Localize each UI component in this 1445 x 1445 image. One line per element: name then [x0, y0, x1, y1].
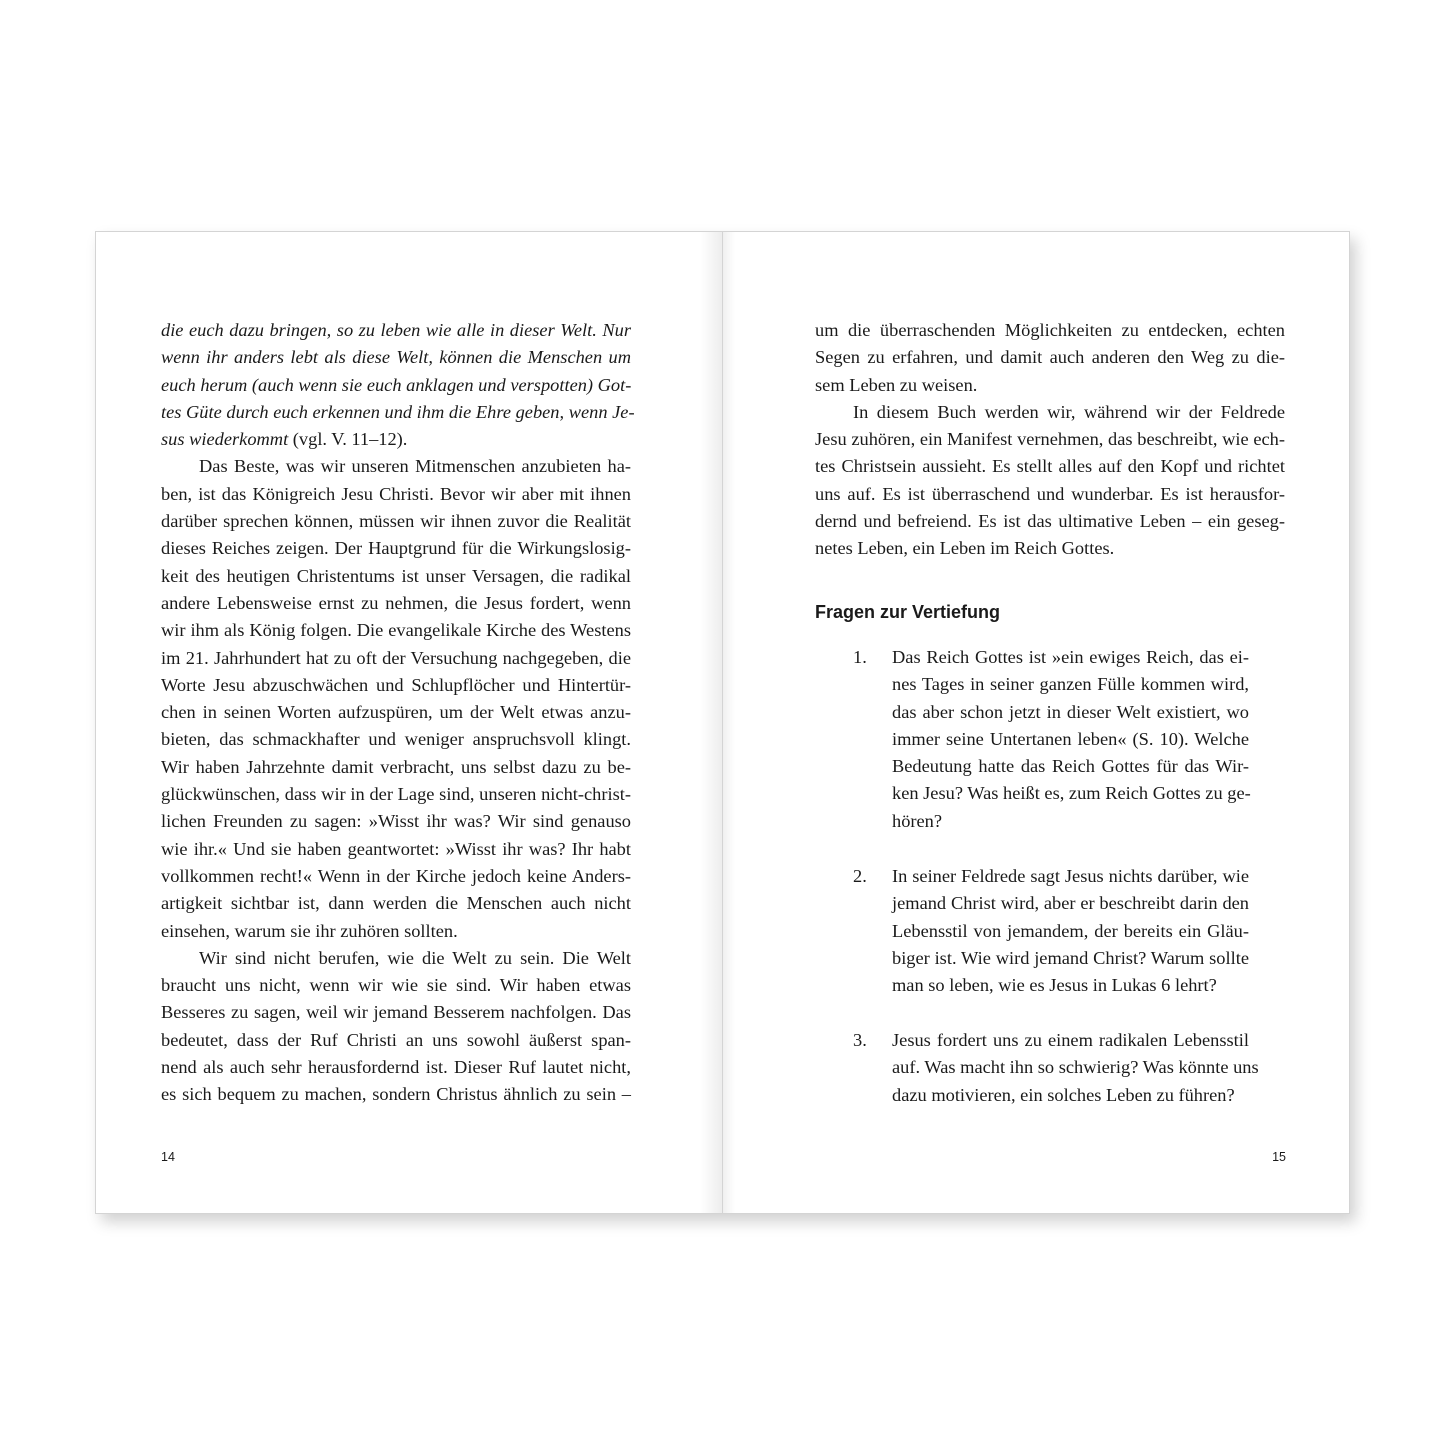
left-page-body-text: [161, 317, 635, 1109]
right-page-body-text: [815, 317, 1285, 563]
text-line-content: Wir sind nicht berufen, wie die Welt zu sein. Die Welt: [199, 947, 631, 968]
text-line-content: wenn ihr anders lebt als diese Welt, können die Menschen um: [161, 347, 631, 368]
text-line-content: vollkommen recht!« Wenn in der Kirche jedoch keine Anders-: [161, 865, 631, 886]
text-line: [161, 344, 631, 371]
text-line: In seiner Feldrede sagt Jesus nichts darüber, wie: [892, 866, 1249, 886]
question-text: [892, 644, 1249, 835]
text-line: [161, 1081, 631, 1108]
text-line: hören?: [892, 810, 943, 831]
text-line: [161, 590, 631, 617]
text-line-content: um die überraschenden Möglichkeiten zu entdecken, echten: [815, 320, 1285, 340]
text-line: [815, 372, 1285, 399]
text-line: [161, 836, 631, 863]
text-line-content: im 21. Jahrhundert hat zu oft der Versuchung nachgegeben, die: [161, 647, 631, 668]
text-line-content: uns auf. Es ist überraschend und wunderbar. Es ist herausfor-: [815, 483, 1285, 504]
text-line: ken Jesu? Was heißt es, zum Reich Gottes zu ge-: [892, 783, 1251, 804]
text-line-content: bieten, das schmackhafter und weniger anspruchsvoll klingt.: [161, 729, 631, 750]
text-line: [815, 399, 1285, 426]
text-line: [161, 453, 631, 480]
text-line: immer seine Untertanen leben« (S. 10). Welche: [892, 728, 1249, 749]
text-line: Bedeutung hatte das Reich Gottes für das Wir-: [892, 756, 1249, 777]
text-line: nes Tages in seiner ganzen Fülle kommen wird,: [892, 674, 1249, 695]
text-line-content: ben, ist das Königreich Jesu Christi. Bevor wir aber mit ihnen: [161, 483, 631, 504]
gutter-shadow: [700, 232, 722, 1213]
text-line-content: Das Beste, was wir unseren Mitmenschen anzubieten ha-: [199, 456, 631, 477]
text-line-content: nend als auch sehr herausfordernd ist. Dieser Ruf lautet nicht,: [161, 1057, 631, 1078]
text-line: [815, 535, 1285, 562]
text-line-content: Wir haben Jahrzehnte damit verbracht, uns selbst dazu zu be-: [161, 756, 631, 777]
text-line-content: lichen Freunden zu sagen: »Wisst ihr was? Wir sind genauso: [161, 811, 631, 832]
text-line-content: glückwünschen, dass wir in der Lage sind, unseren nicht-christ-: [161, 784, 631, 805]
text-line: biger ist. Wie wird jemand Christ? Warum sollte: [892, 947, 1249, 968]
text-line: dazu motivieren, ein solches Leben zu führen?: [892, 1084, 1235, 1105]
text-line: Jesus fordert uns zu einem radikalen Lebensstil: [892, 1030, 1249, 1050]
text-line: auf. Was macht ihn so schwierig? Was könnte uns: [892, 1057, 1259, 1078]
text-line-content: darüber sprechen können, müssen wir ihnen zuvor die Realität: [161, 511, 631, 532]
text-line: [815, 481, 1285, 508]
text-line-content: Worte Jesu abzuschwächen und Schlupflöcher und Hintertür-: [161, 674, 631, 695]
text-line: [161, 1027, 631, 1054]
text-line: [161, 563, 631, 590]
text-line: [161, 999, 631, 1026]
text-line-content: keit des heutigen Christentums ist unser Versagen, die radikal: [161, 565, 631, 586]
text-line: [161, 317, 631, 344]
text-line: [161, 726, 631, 753]
text-line-content: dieses Reiches zeigen. Der Hauptgrund für die Wirkungslosig-: [161, 538, 631, 559]
text-line: jemand Christ wird, aber er beschreibt darin den: [892, 893, 1249, 914]
text-line: [161, 863, 631, 890]
text-line-content: sus wiederkommt: [161, 429, 289, 450]
text-line-content: tes Güte durch euch erkennen und ihm die Ehre geben, wenn Je-: [161, 401, 635, 422]
text-line: [815, 317, 1285, 344]
page-number-right: 15: [1272, 1150, 1286, 1164]
text-line-tail: (vgl. V. 11–12).: [288, 429, 408, 450]
text-line-content: Besseres zu sagen, weil wir jemand Besserem nachfolgen. Das: [161, 1002, 631, 1023]
text-line-content: artigkeit sichtbar ist, dann werden die Menschen auch nicht: [161, 893, 631, 914]
text-line: Das Reich Gottes ist »ein ewiges Reich, das ei-: [892, 647, 1249, 667]
text-line: [815, 508, 1285, 535]
text-line-content: die euch dazu bringen, so zu leben wie alle in dieser Welt. Nur: [161, 320, 631, 340]
text-line-content: tes Christsein aussieht. Es stellt alles auf den Kopf und richtet: [815, 456, 1285, 477]
book-spread: [95, 231, 1350, 1214]
text-line: [815, 344, 1285, 371]
text-line: [161, 890, 631, 917]
text-line-content: wir ihm als König folgen. Die evangelikale Kirche des Westens: [161, 620, 631, 641]
text-line-content: es sich bequem zu machen, sondern Christus ähnlich zu sein –: [161, 1084, 631, 1105]
text-line: [161, 535, 631, 562]
text-line: das aber schon jetzt in dieser Welt existiert, wo: [892, 701, 1249, 722]
text-line: [161, 426, 631, 453]
text-line: [161, 1054, 631, 1081]
text-line: [815, 453, 1285, 480]
text-line-content: sem Leben zu weisen.: [815, 374, 978, 395]
text-line-content: netes Leben, ein Leben im Reich Gottes.: [815, 538, 1115, 559]
text-line-content: wie ihr.« Und sie haben geantwortet: »Wisst ihr was? Ihr habt: [161, 838, 631, 859]
text-line-content: euch herum (auch wenn sie euch anklagen und verspotten) Got-: [161, 374, 632, 395]
page-number-left: 14: [161, 1150, 175, 1164]
text-line-content: Segen zu erfahren, und damit auch anderen den Weg zu die-: [815, 347, 1285, 368]
text-line: [161, 399, 635, 426]
text-line-content: In diesem Buch werden wir, während wir der Feldrede: [853, 401, 1285, 422]
text-line-content: dernd und befreiend. Es ist das ultimative Leben – ein geseg-: [815, 511, 1285, 532]
right-page: [722, 231, 1350, 1214]
text-line: [161, 645, 631, 672]
gutter-shadow: [723, 232, 735, 1213]
question-number: 1.: [853, 647, 867, 667]
question-text: [892, 863, 1249, 999]
text-line: [161, 918, 631, 945]
text-line-content: andere Lebensweise ernst zu nehmen, die Jesus fordert, wenn: [161, 592, 631, 613]
text-line: [161, 781, 631, 808]
text-line: Lebensstil von jemandem, der bereits ein Gläu-: [892, 920, 1249, 941]
text-line: [161, 481, 631, 508]
section-heading: Fragen zur Vertiefung: [815, 602, 1001, 622]
text-line-content: Jesu zuhören, ein Manifest vernehmen, das beschreibt, wie ech-: [815, 429, 1285, 450]
text-line: [161, 372, 631, 399]
text-line: [815, 426, 1285, 453]
text-line-content: bedeutet, dass der Ruf Christi an uns sowohl äußerst span-: [161, 1029, 631, 1050]
left-page: [95, 231, 723, 1214]
text-line: man so leben, wie es Jesus in Lukas 6 lehrt?: [892, 975, 1217, 996]
text-line: [161, 945, 631, 972]
text-line: [161, 972, 631, 999]
text-line: [161, 508, 631, 535]
text-line-content: einsehen, warum sie ihr zuhören sollten.: [161, 920, 458, 941]
question-number: 3.: [853, 1030, 867, 1050]
text-line: [161, 672, 631, 699]
text-line: [161, 617, 631, 644]
text-line: [161, 808, 631, 835]
text-line: [161, 699, 631, 726]
question-text: [892, 1027, 1259, 1109]
text-line: [161, 754, 631, 781]
question-number: 2.: [853, 866, 867, 886]
text-line-content: braucht uns nicht, wenn wir wie sie sind. Wir haben etwas: [161, 975, 631, 996]
text-line-content: chen in seinen Worten aufzuspüren, um der Welt etwas anzu-: [161, 702, 631, 723]
